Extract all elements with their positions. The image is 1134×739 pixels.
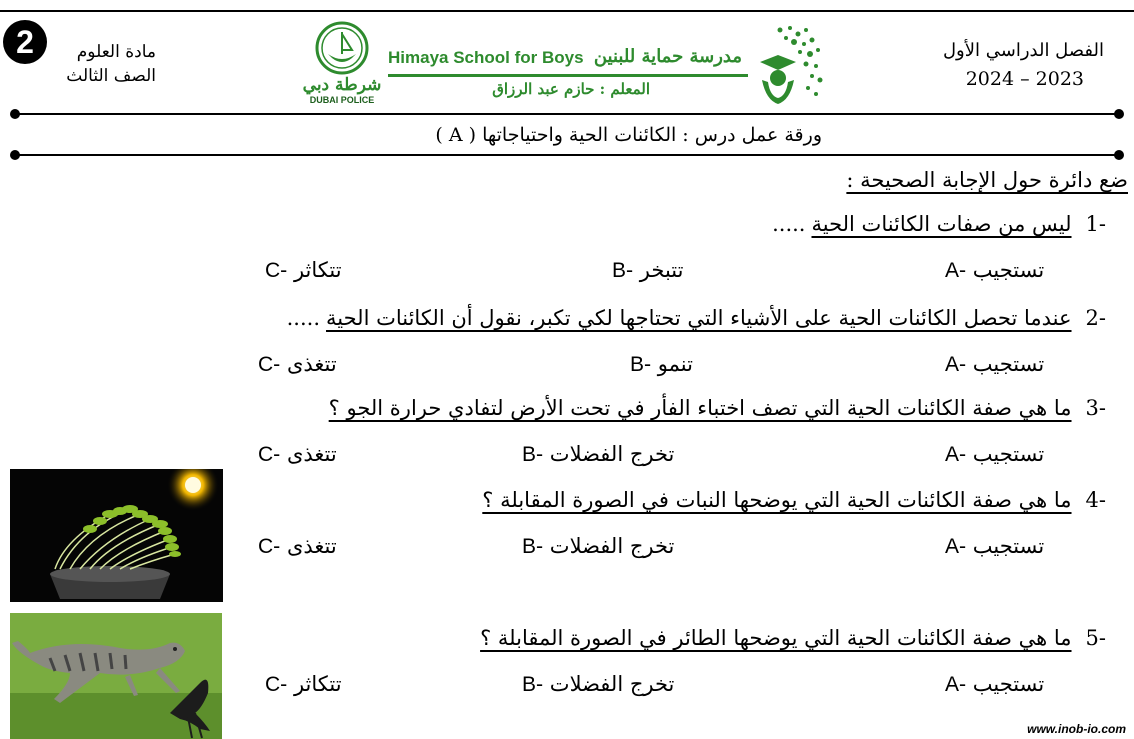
question-1 [772,212,1106,236]
q3-option-c[interactable]: C- تتغذى [258,442,337,466]
question-stem: ما هي صفة الكائنات الحية التي تصف اختباء الفأر في تحت الأرض لتفادي حرارة الجو ؟ [328,396,1072,420]
term-label: الفصل الدراسي الأول [942,40,1104,61]
question-number: -5 [1085,626,1106,650]
police-name-ar: شرطة دبي [302,75,382,95]
q1-option-a[interactable]: A- تستجيب [945,258,1045,282]
police-name-en: DUBAI POLICE [309,95,375,105]
q2-option-b[interactable]: B- تنمو [630,352,693,376]
question-blank: ..... [772,212,806,236]
instruction: ضع دائرة حول الإجابة الصحيحة : [846,168,1128,192]
teacher-name: المعلم : حازم عبد الرزاق [492,80,650,98]
page-badge: 2 [3,20,47,64]
police-emblem-icon [294,20,390,80]
q1-option-c[interactable]: C- تتكاثر [265,258,342,282]
rule-dot [10,150,20,160]
rule-dot [1114,109,1124,119]
rule-dot [10,109,20,119]
question-number: -1 [1085,212,1106,236]
q5-option-c[interactable]: C- تتكاثر [265,672,342,696]
q3-option-b[interactable]: B- تخرج الفضلات [522,442,675,466]
school-underline [388,74,748,77]
q4-option-b[interactable]: B- تخرج الفضلات [522,534,675,558]
question-2 [287,306,1106,330]
grade-label: الصف الثالث [66,66,156,86]
q4-option-c[interactable]: C- تتغذى [258,534,337,558]
graduate-tree-icon [750,22,826,106]
school-logo [750,22,826,106]
cat-chasing-bird-image [10,613,222,739]
question-5 [480,626,1106,650]
header-rule-bottom [14,154,1120,156]
q5-option-b[interactable]: B- تخرج الفضلات [522,672,675,696]
question-number: -3 [1085,396,1106,420]
watermark: www.inob-io.com [1027,722,1126,736]
plant-photo [10,469,223,602]
question-stem: عندما تحصل الكائنات الحية على الأشياء التي تحتاجها لكي تكبر، نقول أن الكائنات الحية [326,306,1072,330]
academic-year: 2024 – 2023 [965,68,1084,90]
worksheet-title: ورقة عمل درس : الكائنات الحية واحتياجاتها ( A ) [435,124,822,146]
sprouts-toward-light-image [10,469,223,602]
question-blank: ..... [286,306,321,330]
q5-option-a[interactable]: A- تستجيب [945,672,1045,696]
dubai-police-logo [294,20,390,108]
q2-option-c[interactable]: C- تتغذى [258,352,337,376]
question-number: -4 [1085,488,1106,512]
q3-option-a[interactable]: A- تستجيب [945,442,1045,466]
header-rule-top [14,113,1120,115]
q4-option-a[interactable]: A- تستجيب [945,534,1045,558]
question-stem: ما هي صفة الكائنات الحية التي يوضحها النبات في الصورة المقابلة ؟ [482,488,1072,512]
cat-bird-photo [10,613,222,739]
q2-option-a[interactable]: A- تستجيب [945,352,1045,376]
question-number: -2 [1085,306,1106,330]
top-border [0,10,1134,12]
school-name-en: Himaya School for Boys [388,48,584,67]
q1-option-b[interactable]: B- تتبخر [612,258,684,282]
school-name-ar: مدرسة حماية للبنين [593,46,742,67]
question-stem: ليس من صفات الكائنات الحية [811,212,1072,236]
question-4 [482,488,1106,512]
question-stem: ما هي صفة الكائنات الحية التي يوضحها الطائر في الصورة المقابلة ؟ [480,626,1072,650]
rule-dot [1114,150,1124,160]
subject-label: مادة العلوم [76,42,156,62]
question-3 [329,396,1106,420]
